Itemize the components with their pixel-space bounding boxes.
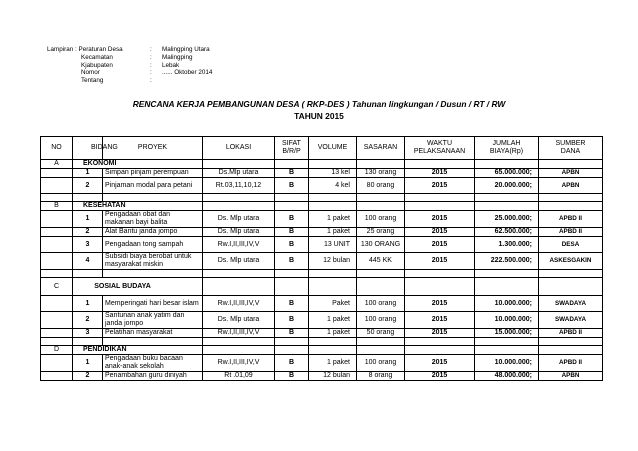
col-bidang: BIDANG [73,137,103,160]
row-proyek: Memperingati hari besar islam [103,296,203,312]
document-title: RENCANA KERJA PEMBANGUNAN DESA ( RKP-DES ) Tahunan lingkungan / Dusun / RT / RW [132,99,506,109]
table-row [41,355,603,372]
row-proyek: Pengadaan tong sampah [103,237,203,253]
row-sifat: B [275,296,309,312]
row-waktu: 2015 [405,237,475,253]
row-sumber: APBN [539,169,603,178]
blank-cell [405,270,475,278]
col-sifat [275,137,309,160]
blank-cell [275,194,309,202]
table-row [41,329,603,338]
empty-cell [539,160,603,169]
empty-cell [275,346,309,355]
blank-row [41,270,603,278]
empty-cell [41,372,73,381]
empty-cell [41,178,73,194]
empty-cell [539,346,603,355]
section-code: B [41,202,73,211]
empty-cell [203,278,275,296]
section-code: A [41,160,73,169]
row-sifat: B [275,228,309,237]
row-sumber: SWADAYA [539,312,603,329]
blank-cell [41,270,73,278]
table-body [41,160,603,381]
header-key: Kjabupaten [81,61,113,69]
row-volume: Paket [309,296,357,312]
row-proyek: Pengadaan obat dan makanan bayi balita [103,211,203,228]
blank-cell [475,270,539,278]
header-value: Lebak [162,61,180,69]
section-row [41,278,603,296]
row-lokasi: Ds. Mlp utara [203,228,275,237]
empty-cell [357,346,405,355]
row-proyek: Penambahan guru diniyah [103,372,203,381]
row-biaya: 10.000.000; [475,355,539,372]
row-no: 2 [73,178,103,194]
blank-cell [539,194,603,202]
row-biaya: 15.000.000; [475,329,539,338]
row-volume: 1 paket [309,211,357,228]
blank-cell [41,338,73,346]
row-sifat: B [275,253,309,270]
row-sasaran: 100 orang [357,211,405,228]
row-lokasi: Ds.Mlp utara [203,169,275,178]
blank-cell [539,338,603,346]
blank-cell [103,270,203,278]
row-proyek: Alat Bantu janda jompo [103,228,203,237]
row-sumber: ASKESGAKIN [539,253,603,270]
header-value: Malingping [162,53,193,61]
plan-table [40,136,603,381]
row-biaya: 62.500.000; [475,228,539,237]
blank-cell [405,338,475,346]
row-sasaran: 25 orang [357,228,405,237]
blank-cell [203,338,275,346]
empty-cell [41,237,73,253]
section-row [41,346,603,355]
col-waktu-l2: PELAKSANAAN [413,148,466,155]
row-sumber: APBD II [539,355,603,372]
header-value: ...... Oktober 2014 [162,69,213,77]
col-biaya [475,137,539,160]
row-no: 1 [73,296,103,312]
row-sifat: B [275,329,309,338]
section-name: PENDIDIKAN [73,346,203,355]
row-sasaran: 100 orang [357,312,405,329]
col-biaya-l2: BIAYA(Rp) [489,148,524,155]
row-sumber: APBD II [539,211,603,228]
empty-cell [309,160,357,169]
table-row [41,211,603,228]
header-colon: : [150,53,152,61]
header-colon: : [150,69,152,77]
empty-cell [539,278,603,296]
row-proyek: Simpan pinjam perempuan [103,169,203,178]
section-name: SOSIAL BUDAYA [73,278,203,296]
row-proyek: Santunan anak yatim dan janda jompo [103,312,203,329]
empty-cell [309,346,357,355]
blank-cell [405,194,475,202]
empty-cell [475,160,539,169]
row-no: 3 [73,329,103,338]
row-waktu: 2015 [405,169,475,178]
row-volume: 1 paket [309,312,357,329]
row-no: 1 [73,355,103,372]
empty-cell [41,312,73,329]
empty-cell [405,160,475,169]
header-row [47,62,212,70]
header-key: Nomor [81,69,100,77]
document-header [47,46,212,85]
header-colon: : [150,77,152,85]
section-name: KESEHATAN [73,202,203,211]
header-row [47,46,212,54]
blank-cell [73,338,103,346]
empty-cell [309,202,357,211]
col-sumber-l2: DANA [560,148,581,155]
header-row [47,54,212,62]
row-waktu: 2015 [405,178,475,194]
row-no: 4 [73,253,103,270]
table-row [41,178,603,194]
row-sasaran: 130 orang [357,169,405,178]
row-biaya: 65.000.000; [475,169,539,178]
row-volume: 1 paket [309,329,357,338]
col-no: NO [41,137,73,160]
row-proyek: Pelatihan masyarakat [103,329,203,338]
blank-cell [73,194,103,202]
row-sasaran: 8 orang [357,372,405,381]
section-row [41,160,603,169]
row-biaya: 20.000.000; [475,178,539,194]
blank-cell [357,270,405,278]
row-proyek: Pengadaan buku bacaan anak-anak sekolah [103,355,203,372]
row-waktu: 2015 [405,372,475,381]
row-lokasi: Ds. Mlp utara [203,312,275,329]
header-key: Kecamatan [81,53,113,61]
row-sifat: B [275,372,309,381]
row-proyek: Pinjaman modal para petani [103,178,203,194]
blank-cell [203,270,275,278]
empty-cell [41,228,73,237]
row-no: 2 [73,312,103,329]
row-lokasi: Rw.I,II,III,IV,V [203,355,275,372]
empty-cell [475,202,539,211]
blank-cell [357,194,405,202]
row-lokasi: Rw.I,II,III,IV,V [203,296,275,312]
blank-cell [41,194,73,202]
row-biaya: 10.000.000; [475,312,539,329]
table-row [41,372,603,381]
row-lokasi: Rt .01,09 [203,372,275,381]
row-sasaran: 50 orang [357,329,405,338]
empty-cell [475,346,539,355]
row-volume: 1 paket [309,228,357,237]
row-sumber: APBN [539,178,603,194]
blank-cell [309,270,357,278]
empty-cell [203,346,275,355]
empty-cell [475,278,539,296]
blank-row [41,194,603,202]
row-lokasi: Ds. Mlp utara [203,211,275,228]
empty-cell [405,202,475,211]
col-biaya-l1: JUMLAH [492,140,521,147]
row-sumber: SWADAYA [539,296,603,312]
empty-cell [275,202,309,211]
row-volume: 13 kel [309,169,357,178]
row-waktu: 2015 [405,211,475,228]
empty-cell [275,160,309,169]
row-sumber: APBN [539,372,603,381]
header-row [47,69,212,77]
blank-cell [103,194,203,202]
blank-cell [73,270,103,278]
row-no: 3 [73,237,103,253]
col-proyek: PROYEK [103,137,203,160]
row-sasaran: 100 orang [357,355,405,372]
row-biaya: 10.000.000; [475,296,539,312]
table-row [41,296,603,312]
blank-cell [475,194,539,202]
blank-cell [275,270,309,278]
col-sifat-l2: B/R/P [282,148,301,155]
row-sasaran: 100 orang [357,296,405,312]
blank-cell [357,338,405,346]
empty-cell [357,278,405,296]
row-no: 1 [73,169,103,178]
empty-cell [41,355,73,372]
blank-cell [309,194,357,202]
empty-cell [275,278,309,296]
row-proyek: Subsidi biaya berobat untuk masyarakat miskin [103,253,203,270]
row-lokasi: Rt.03,11,10,12 [203,178,275,194]
col-volume: VOLUME [309,137,357,160]
blank-cell [475,338,539,346]
row-volume: 1 paket [309,355,357,372]
row-biaya: 25.000.000; [475,211,539,228]
empty-cell [309,278,357,296]
empty-cell [41,296,73,312]
row-biaya: 1.300.000; [475,237,539,253]
table-row [41,228,603,237]
table-row [41,253,603,270]
col-sumber [539,137,603,160]
row-volume: 12 bulan [309,253,357,270]
row-lokasi: Rw.I,II,III,IV,V [203,237,275,253]
row-waktu: 2015 [405,296,475,312]
row-sifat: B [275,211,309,228]
empty-cell [203,202,275,211]
row-no: 2 [73,372,103,381]
header-key: Tentang [81,77,104,85]
row-biaya: 222.500.000; [475,253,539,270]
empty-cell [41,211,73,228]
row-waktu: 2015 [405,312,475,329]
header-colon: : [150,46,152,53]
row-sumber: APBD II [539,228,603,237]
empty-cell [41,253,73,270]
empty-cell [41,169,73,178]
section-code: D [41,346,73,355]
section-row [41,202,603,211]
row-sasaran: 445 KK [357,253,405,270]
section-code: C [41,278,73,296]
document-year: TAHUN 2015 [294,111,344,121]
empty-cell [41,329,73,338]
blank-cell [103,338,203,346]
row-volume: 12 bulan [309,372,357,381]
empty-cell [405,278,475,296]
col-sifat-l1: SIFAT [282,140,301,147]
row-sifat: B [275,178,309,194]
table-row [41,312,603,329]
blank-cell [309,338,357,346]
row-sifat: B [275,237,309,253]
col-waktu-l1: WAKTU [426,140,453,147]
blank-cell [203,194,275,202]
row-sasaran: 130 ORANG [357,237,405,253]
row-no: 2 [73,228,103,237]
row-lokasi: Rw.I,II,III,IV,V [203,329,275,338]
header-colon: : [150,61,152,69]
empty-cell [357,160,405,169]
row-sumber: APBD II [539,329,603,338]
blank-cell [275,338,309,346]
row-no: 1 [73,211,103,228]
col-lokasi: LOKASI [203,137,275,160]
row-volume: 4 kel [309,178,357,194]
row-lokasi: Ds. Mlp utara [203,253,275,270]
table-row [41,169,603,178]
empty-cell [539,202,603,211]
header-row [47,77,212,85]
table-row [41,237,603,253]
empty-cell [405,346,475,355]
row-waktu: 2015 [405,329,475,338]
col-sasaran: SASARAN [357,137,405,160]
table-header-row [41,137,603,160]
row-sumber: DESA [539,237,603,253]
row-sifat: B [275,312,309,329]
row-sasaran: 80 orang [357,178,405,194]
blank-cell [539,270,603,278]
section-name: EKONOMI [73,160,203,169]
row-biaya: 48.000.000; [475,372,539,381]
blank-row [41,338,603,346]
col-waktu [405,137,475,160]
col-sumber-l1: SUMBER [555,140,586,147]
empty-cell [357,202,405,211]
row-waktu: 2015 [405,253,475,270]
row-waktu: 2015 [405,355,475,372]
row-sifat: B [275,355,309,372]
row-waktu: 2015 [405,228,475,237]
empty-cell [203,160,275,169]
header-key: Lampiran : Peraturan Desa [47,46,123,53]
row-volume: 13 UNIT [309,237,357,253]
header-value: Malingping Utara [162,46,210,53]
row-sifat: B [275,169,309,178]
